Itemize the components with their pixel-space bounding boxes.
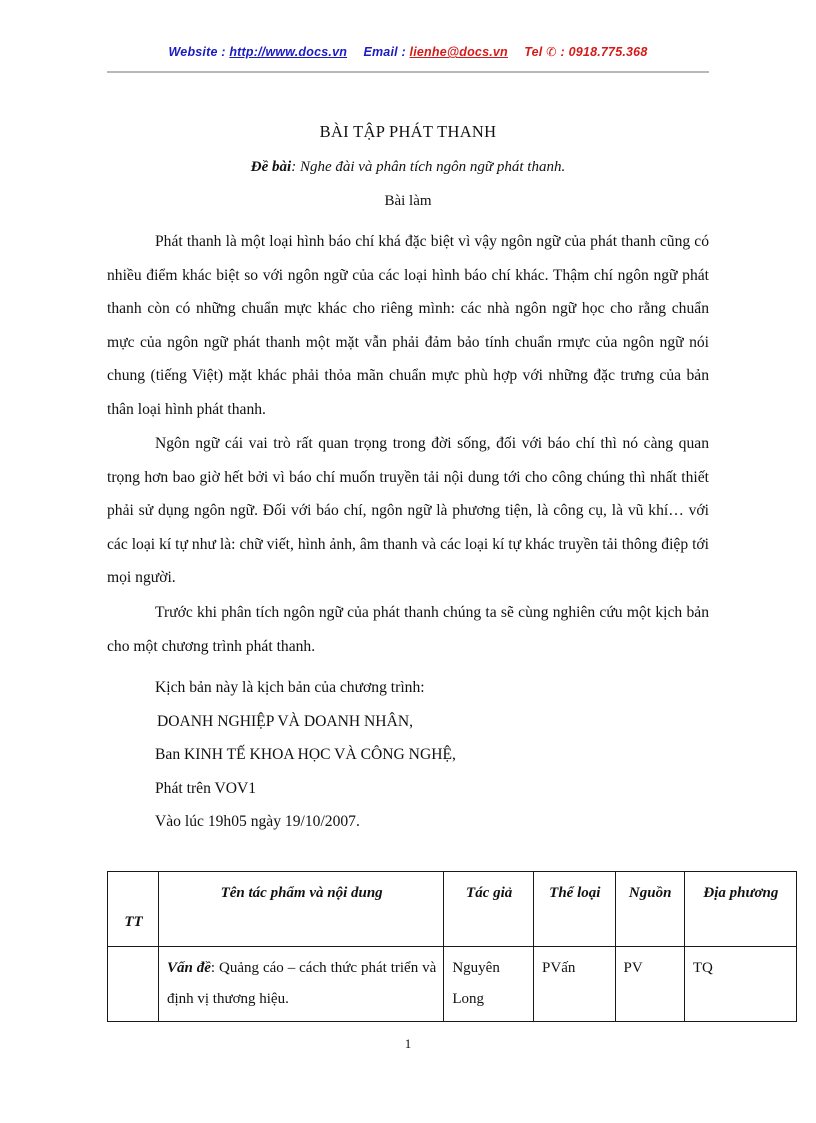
email-separator: :: [401, 45, 406, 59]
list-item: Kịch bản này là kịch bản của chương trình:: [155, 679, 425, 696]
list-item: Phát trên VOV1: [155, 779, 257, 797]
telephone-icon: ✆: [546, 45, 557, 59]
table-header-author: Tác giả: [444, 872, 534, 947]
table-header-genre: Thể loại: [534, 872, 616, 947]
program-content-table: [107, 871, 797, 1022]
tel-label: Tel: [524, 45, 543, 59]
table-cell-name-text: : Quảng cáo – cách thức phát triển và định vị thương hiệu.: [166, 960, 437, 1007]
list-item: Ban KINH TẾ KHOA HỌC VÀ CÔNG NGHỆ,: [155, 746, 456, 763]
table-cell-name: [158, 947, 443, 1022]
list-item: DOANH NGHIỆP VÀ DOANH NHÂN,: [157, 712, 413, 730]
assignment-prompt-label: Đề bài: [250, 159, 292, 175]
page-number: 1: [404, 1036, 412, 1051]
table-cell-genre: PVấn: [534, 947, 616, 1022]
table-cell-source: PV: [615, 947, 684, 1022]
table-cell-tt: [108, 947, 159, 1022]
table-header-name: Tên tác phẩm và nội dung: [158, 872, 443, 947]
assignment-prompt-text: : Nghe đài và phân tích ngôn ngữ phát thanh.: [291, 159, 566, 175]
page-title: BÀI TẬP PHÁT THANH: [319, 122, 497, 141]
website-label: Website :: [168, 45, 226, 59]
email-address-link[interactable]: lienhe@docs.vn: [409, 45, 508, 59]
paragraph-text: Trước khi phân tích ngôn ngữ của phát thanh chúng ta sẽ cùng nghiên cứu một kịch bản cho một chương trình phát thanh.: [107, 604, 709, 655]
table-cell-name-label: Vấn đề: [166, 960, 211, 976]
tel-separator: :: [560, 45, 565, 59]
document-running-header: [107, 44, 709, 59]
email-label: Email: [363, 45, 398, 59]
table-row: [108, 947, 797, 1022]
tel-number: 0918.775.368: [568, 45, 648, 59]
assignment-prompt: [107, 159, 709, 176]
paragraph-text: Ngôn ngữ cái vai trò rất quan trọng trong đời sống, đối với báo chí thì nó càng quan trọng hơn bao giờ hết bởi vì báo chí muốn truyền tải nội dung tới cho công chúng thì nhất thiết phải sử dụng ngôn ngữ. Đối với báo chí, ngôn ngữ là phương tiện, là công cụ, là vũ khí… với các loại kí tự như là: chữ viết, hình ảnh, âm thanh và các loại kí tự khác truyền tải thông điệp tới mọi người.: [107, 435, 709, 586]
list-item: Vào lúc 19h05 ngày 19/10/2007.: [155, 813, 360, 830]
body-paragraph-2: [107, 427, 709, 595]
table-header-locality: Địa phương: [684, 872, 796, 947]
header-divider-rule: [107, 71, 709, 73]
table-header-source: Nguồn: [615, 872, 684, 947]
table-header-row: [108, 872, 797, 947]
website-url-link[interactable]: http://www.docs.vn: [229, 45, 348, 59]
body-paragraph-3: [107, 596, 709, 663]
paragraph-text: Phát thanh là một loại hình báo chí khá đặc biệt vì vậy ngôn ngữ của phát thanh cũng có nhiều điểm khác biệt so với ngôn ngữ của các loại hình báo chí khác. Thậm chí ngôn ngữ phát thanh còn có những chuẩn mực khác cho riêng mình: các nhà ngôn ngữ học cho rằng chuẩn mực của ngôn ngữ phát thanh một mặt vẫn phải đảm bảo tính chuẩn rmực của ngôn ngữ nói chung (tiếng Việt) mặt khác phải thỏa mãn chuẩn mực phù hợp với những đặc trưng của bản thân loại hình phát thanh.: [107, 233, 709, 418]
table-header-tt: TT: [108, 872, 159, 947]
table-cell-locality: TQ: [684, 947, 796, 1022]
table-cell-author: Nguyên Long: [444, 947, 534, 1022]
body-paragraph-1: [107, 225, 709, 426]
script-metadata-list: [107, 671, 709, 839]
section-heading-balam: Bài làm: [384, 193, 432, 209]
